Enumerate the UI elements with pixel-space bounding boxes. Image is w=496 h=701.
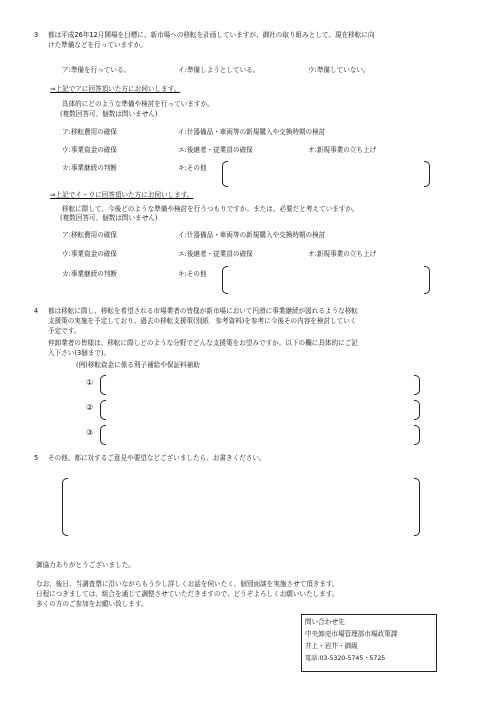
q5-number: 5 [34,454,39,462]
q3-sub-b-other-bracket-right [424,266,430,294]
q3-sub-a-question: 具体的にどのような準備や検討を行っていますか。 [62,100,214,108]
q3-sub-b-other-bracket-left [222,266,228,294]
contact-phone: 電話:03-5320-5745・5725 [305,655,386,662]
closing-line1: なお、後日、当調査票に沿いながらもう少し詳しくお話を伺いたく、個別面談を実施させて頂きます。 [36,580,339,588]
q4-text-line4: 仲卸業者の皆様は、移転に際しどのような分野でどんな支援策をお望みですか。以下の欄に具体的にご記 [48,339,358,347]
contact-names: 井上・岩井・御級 [305,642,358,650]
q4-text-line3: 予定です。 [48,327,81,335]
q4-answer-2-bracket-left[interactable] [100,400,106,420]
q3-sub-b-note: (複数回答可、個数は問いません) [60,214,158,222]
q3-sub-a-opt-i[interactable]: イ:什器備品・車両等の新規購入や交換時期の検討 [178,128,326,136]
q4-text-line5: 入下さい(3個まで)。 [48,349,111,357]
q3-sub-a-other-bracket-right [424,161,430,187]
q3-sub-b-opt-o[interactable]: オ:新規事業の立ち上げ [308,250,377,258]
q3-option-u[interactable]: ウ:準備していない。 [308,66,370,74]
q3-number: 3 [34,31,39,39]
q3-text-line2: けた準備などを行っていますか。 [48,41,147,49]
closing-line2: 日程につきましては、組合を通じて調整させていただきますので、どうぞよろしくお願いいたします。 [36,590,339,598]
q3-sub-a-note: (複数回答可、個数は問いません) [60,110,158,118]
q3-sub-b-opt-a[interactable]: ア:移転費用の確保 [62,231,117,239]
q3-sub-a-opt-e[interactable]: エ:後継者・従業員の確保 [178,146,253,154]
q4-answer-1-bracket-right[interactable] [414,375,420,395]
q4-marker-2: ② [86,403,94,412]
q3-sub-a-opt-u[interactable]: ウ:事業資金の確保 [62,146,117,154]
q3-sub-b-opt-i[interactable]: イ:什器備品・車両等の新規購入や交換時期の検討 [178,231,326,239]
q3-sub-a-opt-ka[interactable]: カ:事業継続の判断 [62,164,117,172]
q5-answer-bracket-left[interactable] [62,478,68,536]
q4-answer-1-bracket-left[interactable] [100,375,106,395]
q4-marker-1: ① [86,378,94,387]
thanks-text: 御協力ありがとうございました。 [36,561,135,569]
q3-sub-a-opt-o[interactable]: オ:新規事業の立ち上げ [308,146,377,154]
q3-sub-a-opt-a[interactable]: ア:移転費用の確保 [62,128,117,136]
closing-line3: 多くの方のご参加をお願い致します。 [36,600,148,608]
q3-option-i[interactable]: イ:準備しようとしている。 [178,66,260,74]
q3-sub-b-opt-ka[interactable]: カ:事業継続の判断 [62,270,117,278]
q4-text-line2: 支援策の実施を予定しており、過去の移転支援策(別紙 参考資料)を参考に今後その内容を検討していく [48,317,357,325]
q3-sub-b-question: 移転に際して、今後どのような準備や検討を行うつもりですか。または、必要だと考えていますか。 [62,205,359,213]
q4-number: 4 [34,307,39,315]
q4-marker-3: ③ [86,428,94,437]
q5-answer-bracket-right[interactable] [414,478,420,536]
q3-sub-b-opt-ki[interactable]: キ:その他 [178,270,207,278]
q4-text-line1: 都は移転に際し、移転を希望される市場業者の皆様が新市場において円滑に事業継続が図れるような移転 [48,307,358,315]
q4-answer-2-bracket-right[interactable] [414,400,420,420]
contact-dept: 中央卸売市場管理部市場政策課 [305,630,398,638]
q5-text: その他、都に対するご意見や要望などございましたら、お書きください。 [48,454,266,462]
q3-sub-a-opt-ki[interactable]: キ:その他 [178,164,207,172]
q4-example: (例)移転資金に係る利子補給や保証料補助 [76,361,200,369]
q3-sub-b-heading: ⇒上記でイ・ウに回答頂いた方にお伺いします。 [50,191,194,199]
contact-title: 問い合わせ先 [305,618,345,626]
q3-sub-b-opt-e[interactable]: エ:後継者・従業員の確保 [178,250,253,258]
q3-text-line1: 都は平成26年12月開場を目標に、新市場への移転を計画していますが、御社の取り組みとして、現在移転に向 [48,31,375,39]
q4-answer-3-bracket-right[interactable] [414,425,420,445]
q3-option-a[interactable]: ア:準備を行っている。 [62,66,131,74]
q3-sub-a-other-bracket-left [222,161,228,187]
q3-sub-a-heading: ⇒上記でアに回答頂いた方にお伺いします。 [50,85,181,93]
q4-answer-3-bracket-left[interactable] [100,425,106,445]
q3-sub-b-opt-u[interactable]: ウ:事業資金の確保 [62,250,117,258]
